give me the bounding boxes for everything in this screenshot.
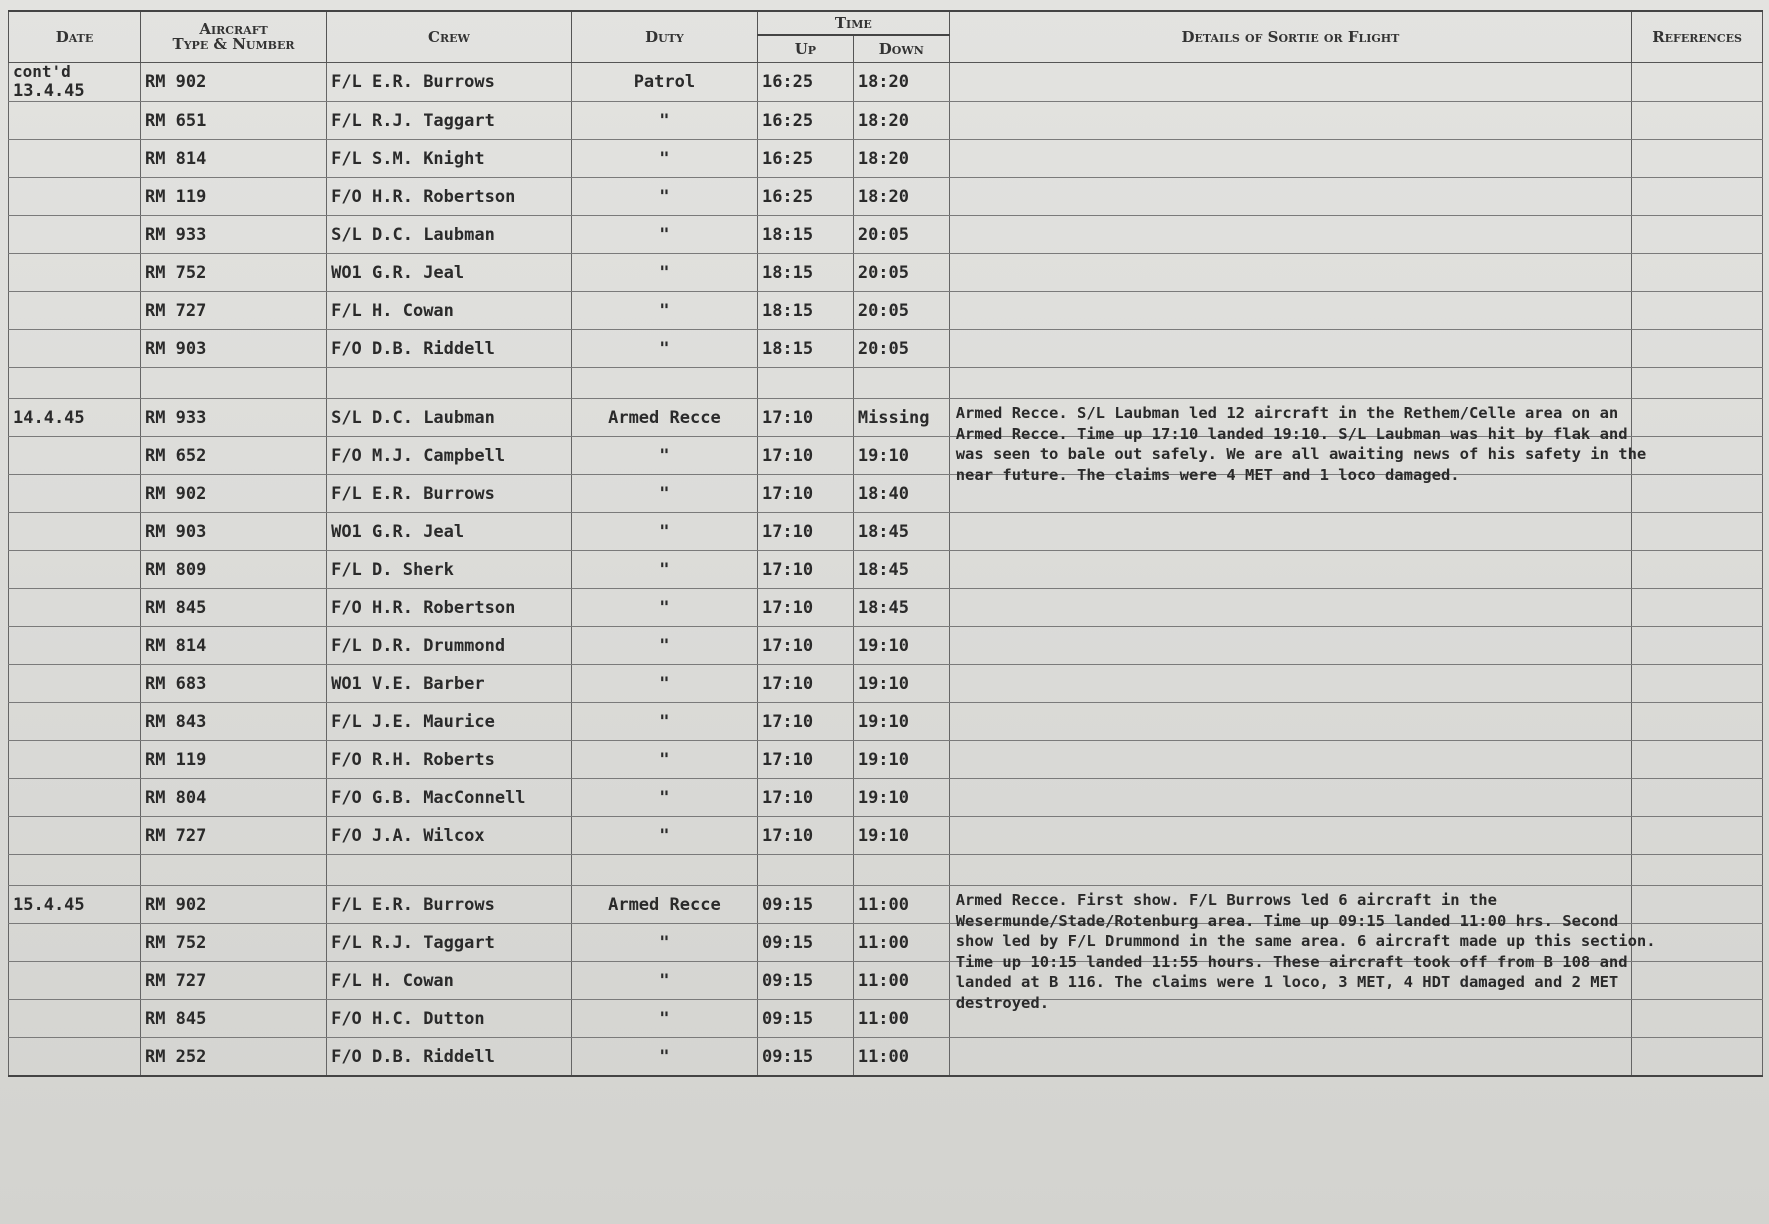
aircraft-cell: RM 119 [140,741,326,779]
details-cell [949,817,1631,855]
references-cell [1632,589,1763,627]
details-cell [949,741,1631,779]
empty-cell [571,855,757,886]
date-cell [9,1038,141,1077]
sortie-details-text: Armed Recce. S/L Laubman led 12 aircraft in the Rethem/Celle area on an Armed Recce. Time up 17:10 landed 19:10. S/L Laubman was hit by flak and was seen to bale out safely. We are all awaiting news of his safety in the near future. The claims were 4 MET and 1 loco damaged. [955,404,1647,484]
time-down-cell: 19:10 [853,817,949,855]
empty-cell [853,855,949,886]
crew-cell: F/O M.J. Campbell [327,437,572,475]
crew-cell: WO1 G.R. Jeal [327,513,572,551]
details-cell [949,178,1631,216]
time-down-cell: 18:20 [853,178,949,216]
time-up-cell: 18:15 [757,292,853,330]
time-up-cell: 16:25 [757,140,853,178]
date-cell [9,924,141,962]
date-cell [9,665,141,703]
date-cell [9,292,141,330]
duty-header: Duty [571,11,757,63]
crew-cell: F/O H.R. Robertson [327,589,572,627]
time-down-cell: 11:00 [853,1038,949,1077]
duty-cell: " [571,437,757,475]
aircraft-cell: RM 902 [140,475,326,513]
time-down-cell: 20:05 [853,292,949,330]
duty-cell: " [571,140,757,178]
duty-cell: " [571,292,757,330]
time-up-cell: 17:10 [757,475,853,513]
time-up-cell: 09:15 [757,886,853,924]
time-down-cell: 19:10 [853,665,949,703]
references-cell [1632,330,1763,368]
references-cell [1632,1038,1763,1077]
empty-cell [853,368,949,399]
empty-cell [949,368,1631,399]
details-cell [949,140,1631,178]
duty-cell: " [571,741,757,779]
aircraft-cell: RM 752 [140,924,326,962]
details-cell [949,551,1631,589]
table-row [9,513,1763,551]
aircraft-cell: RM 652 [140,437,326,475]
details-cell [949,627,1631,665]
empty-cell [9,855,141,886]
table-row [9,886,1763,924]
crew-cell: F/O R.H. Roberts [327,741,572,779]
time-up-cell: 17:10 [757,513,853,551]
time-down-cell: 18:40 [853,475,949,513]
time-down-cell: 18:45 [853,551,949,589]
aircraft-cell: RM 843 [140,703,326,741]
time-down-cell: 19:10 [853,779,949,817]
aircraft-cell: RM 727 [140,817,326,855]
details-cell [949,886,1656,1012]
sortie-details-text: Armed Recce. First show. F/L Burrows led 6 aircraft in the Wesermunde/Stade/Rotenburg area. Time up 09:15 landed 11:00 hrs. Second show led by F/L Drummond in the same area. 6 aircraft made up this section. Time up 10:15 landed 11:55 hours. These aircraft took off from B 108 and landed at B 116. The claims were 1 loco, 3 MET, 4 HDT damaged and 2 MET destroyed. [955,891,1656,1012]
duty-cell: " [571,817,757,855]
aircraft-header-line1: Aircraft [199,20,268,38]
time-up-cell: 18:15 [757,330,853,368]
date-cell [9,551,141,589]
table-row [9,216,1763,254]
date-cell [9,741,141,779]
duty-cell: " [571,102,757,140]
aircraft-cell: RM 902 [140,886,326,924]
time-down-cell: 18:45 [853,513,949,551]
time-down-cell: 20:05 [853,254,949,292]
date-value: 13.4.45 [13,81,85,101]
duty-cell: " [571,551,757,589]
aircraft-cell: RM 933 [140,216,326,254]
duty-cell: " [571,962,757,1000]
aircraft-cell: RM 845 [140,1000,326,1038]
empty-cell [140,855,326,886]
date-cell [9,589,141,627]
details-cell [949,1038,1631,1077]
date-cell [9,703,141,741]
time-up-cell: 09:15 [757,962,853,1000]
crew-cell: F/O G.B. MacConnell [327,779,572,817]
table-row [9,330,1763,368]
aircraft-cell: RM 804 [140,779,326,817]
references-header: References [1632,11,1763,63]
details-cell [949,254,1631,292]
duty-cell: " [571,665,757,703]
time-down-cell: 18:20 [853,140,949,178]
date-cell [9,513,141,551]
aircraft-cell: RM 814 [140,140,326,178]
crew-cell: F/L J.E. Maurice [327,703,572,741]
aircraft-cell: RM 845 [140,589,326,627]
aircraft-cell: RM 119 [140,178,326,216]
crew-cell: F/O D.B. Riddell [327,1038,572,1077]
time-up-cell: 17:10 [757,665,853,703]
duty-cell: " [571,703,757,741]
time-up-cell: 17:10 [757,703,853,741]
time-down-cell: 19:10 [853,437,949,475]
duty-cell: Armed Recce [571,886,757,924]
aircraft-cell: RM 752 [140,254,326,292]
crew-header: Crew [327,11,572,63]
empty-cell [327,855,572,886]
crew-cell: WO1 G.R. Jeal [327,254,572,292]
aircraft-cell: RM 809 [140,551,326,589]
aircraft-cell: RM 683 [140,665,326,703]
time-header: Time [757,11,949,35]
date-cell [9,779,141,817]
table-row [9,292,1763,330]
time-up-cell: 09:15 [757,924,853,962]
empty-cell [140,368,326,399]
aircraft-cell: RM 727 [140,292,326,330]
time-up-cell: 17:10 [757,551,853,589]
time-down-cell: 18:20 [853,102,949,140]
header-row-1 [9,11,1763,35]
empty-cell [1632,855,1763,886]
empty-cell [949,855,1631,886]
time-up-cell: 16:25 [757,178,853,216]
details-cell [949,292,1631,330]
aircraft-cell: RM 933 [140,399,326,437]
references-cell [1632,254,1763,292]
date-value: 15.4.45 [13,894,85,915]
references-cell [1632,741,1763,779]
date-value: 14.4.45 [13,407,85,428]
time-up-cell: 09:15 [757,1038,853,1077]
duty-cell: " [571,254,757,292]
duty-cell: " [571,178,757,216]
time-up-cell: 09:15 [757,1000,853,1038]
references-cell [1632,703,1763,741]
details-cell [949,63,1631,102]
details-cell [949,102,1631,140]
time-down-cell: 18:20 [853,63,949,102]
aircraft-cell: RM 814 [140,627,326,665]
up-header: Up [757,35,853,63]
time-down-cell: 19:10 [853,627,949,665]
table-row [9,178,1763,216]
time-down-cell: 11:00 [853,1000,949,1038]
date-cell [9,178,141,216]
time-up-cell: 16:25 [757,63,853,102]
references-cell [1632,140,1763,178]
duty-cell: " [571,513,757,551]
aircraft-cell: RM 651 [140,102,326,140]
time-up-cell: 17:10 [757,627,853,665]
table-row [9,399,1763,437]
crew-cell: F/L R.J. Taggart [327,924,572,962]
duty-cell: " [571,330,757,368]
crew-cell: F/L E.R. Burrows [327,475,572,513]
time-up-cell: 18:15 [757,254,853,292]
crew-cell: F/O H.C. Dutton [327,1000,572,1038]
details-cell [949,330,1631,368]
empty-cell [9,368,141,399]
date-cell [9,627,141,665]
details-cell [949,779,1631,817]
time-up-cell: 18:15 [757,216,853,254]
aircraft-cell: RM 902 [140,63,326,102]
operations-log-table [8,10,1763,1077]
references-cell [1632,665,1763,703]
continued-note: cont'd [13,62,71,81]
details-cell [949,589,1631,627]
duty-cell: " [571,589,757,627]
table-row [9,703,1763,741]
aircraft-header-line2: Type & Number [172,35,295,53]
table-row [9,1038,1763,1077]
references-cell [1632,779,1763,817]
date-cell [9,475,141,513]
table-row [9,589,1763,627]
duty-cell: " [571,1000,757,1038]
time-down-cell: 19:10 [853,741,949,779]
references-cell [1632,178,1763,216]
table-row [9,102,1763,140]
duty-cell: " [571,924,757,962]
empty-cell [1632,368,1763,399]
references-cell [1632,292,1763,330]
spacer-row [9,368,1763,399]
time-down-cell: 11:00 [853,886,949,924]
crew-cell: F/L D.R. Drummond [327,627,572,665]
crew-cell: S/L D.C. Laubman [327,216,572,254]
references-cell [1632,63,1763,102]
time-up-cell: 17:10 [757,589,853,627]
details-cell [949,216,1631,254]
time-down-cell: Missing [853,399,949,437]
table-row [9,254,1763,292]
date-cell [9,437,141,475]
crew-cell: S/L D.C. Laubman [327,399,572,437]
spacer-row [9,855,1763,886]
references-cell [1632,216,1763,254]
crew-cell: F/L S.M. Knight [327,140,572,178]
crew-cell: F/L H. Cowan [327,292,572,330]
time-up-cell: 17:10 [757,779,853,817]
aircraft-cell: RM 252 [140,1038,326,1077]
details-cell [949,399,1647,484]
duty-cell: " [571,1038,757,1077]
time-down-cell: 20:05 [853,330,949,368]
references-cell [1632,102,1763,140]
crew-cell: F/L D. Sherk [327,551,572,589]
duty-cell: " [571,216,757,254]
date-header: Date [9,11,141,63]
date-cell [9,216,141,254]
date-cell [9,399,141,437]
time-up-cell: 17:10 [757,399,853,437]
table-row [9,741,1763,779]
crew-cell: F/O H.R. Robertson [327,178,572,216]
date-cell [9,886,141,924]
table-row [9,627,1763,665]
date-cell [9,140,141,178]
table-row [9,817,1763,855]
table-row [9,779,1763,817]
duty-cell: " [571,627,757,665]
time-down-cell: 11:00 [853,924,949,962]
date-cell [9,962,141,1000]
details-cell [949,513,1631,551]
time-down-cell: 11:00 [853,962,949,1000]
empty-cell [757,855,853,886]
empty-cell [327,368,572,399]
time-up-cell: 17:10 [757,437,853,475]
aircraft-header [140,11,326,63]
duty-cell: Patrol [571,63,757,102]
crew-cell: F/O J.A. Wilcox [327,817,572,855]
table-row [9,665,1763,703]
references-cell [1632,627,1763,665]
time-down-cell: 20:05 [853,216,949,254]
table-row [9,551,1763,589]
aircraft-cell: RM 903 [140,330,326,368]
aircraft-cell: RM 903 [140,513,326,551]
empty-cell [571,368,757,399]
date-cell [9,1000,141,1038]
time-up-cell: 17:10 [757,817,853,855]
crew-cell: F/L R.J. Taggart [327,102,572,140]
empty-cell [757,368,853,399]
log-body [9,63,1763,1077]
details-cell [949,665,1631,703]
date-cell [9,817,141,855]
details-header: Details of Sortie or Flight [949,11,1631,63]
duty-cell: " [571,475,757,513]
aircraft-cell: RM 727 [140,962,326,1000]
time-down-cell: 19:10 [853,703,949,741]
crew-cell: F/L E.R. Burrows [327,63,572,102]
down-header: Down [853,35,949,63]
duty-cell: " [571,779,757,817]
references-cell [1632,513,1763,551]
date-cell [9,102,141,140]
time-up-cell: 16:25 [757,102,853,140]
table-row [9,140,1763,178]
time-up-cell: 17:10 [757,741,853,779]
references-cell [1632,551,1763,589]
date-cell [9,254,141,292]
time-down-cell: 18:45 [853,589,949,627]
crew-cell: F/O D.B. Riddell [327,330,572,368]
duty-cell: Armed Recce [571,399,757,437]
references-cell [1632,817,1763,855]
crew-cell: F/L E.R. Burrows [327,886,572,924]
date-cell [9,330,141,368]
crew-cell: WO1 V.E. Barber [327,665,572,703]
details-cell [949,703,1631,741]
table-row [9,63,1763,102]
crew-cell: F/L H. Cowan [327,962,572,1000]
date-cell [9,63,141,102]
